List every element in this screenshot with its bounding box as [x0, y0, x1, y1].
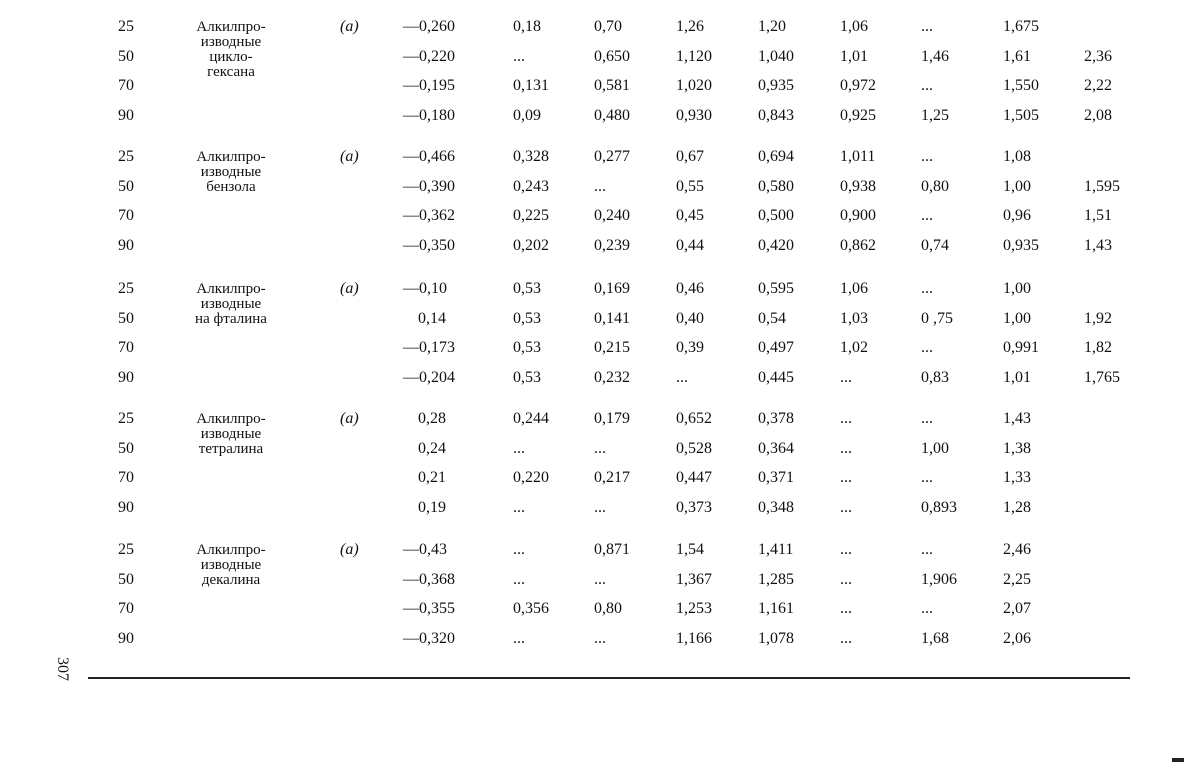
value-cell: —0,173: [403, 339, 455, 357]
value-cell: 0,650: [594, 47, 630, 65]
value-cell: 1,38: [1003, 439, 1031, 457]
value-cell: 0,862: [840, 236, 876, 254]
value-cell: 1,906: [921, 570, 957, 588]
concentration-cell: 25: [118, 280, 134, 297]
value-cell: 0,480: [594, 106, 630, 124]
value-cell: ...: [676, 368, 688, 386]
label-line: Алкилпро-: [196, 281, 266, 297]
value-cell: 1,550: [1003, 77, 1039, 95]
value-cell: 0,500: [758, 207, 794, 225]
value-cell: ...: [840, 410, 852, 427]
value-cell: —0,220: [403, 47, 455, 65]
concentration-cell: 70: [118, 207, 134, 225]
value-cell: 0,83: [921, 368, 949, 386]
value-cell: ...: [594, 439, 606, 457]
value-cell: ...: [921, 207, 933, 225]
table-row: [0, 77, 1186, 107]
value-cell: 0,935: [1003, 236, 1039, 254]
value-cell: 0,169: [594, 280, 630, 297]
value-cell: ...: [840, 439, 852, 457]
value-cell: ...: [513, 439, 525, 457]
concentration-cell: 50: [118, 570, 134, 588]
value-cell: 0,348: [758, 498, 794, 516]
value-cell: 1,253: [676, 600, 712, 618]
concentration-cell: 50: [118, 439, 134, 457]
value-cell: 1,166: [676, 629, 712, 647]
value-cell: 1,00: [1003, 309, 1031, 327]
value-cell: 0,277: [594, 148, 630, 165]
footnote-mark: (а): [340, 541, 359, 558]
value-cell: 0,356: [513, 600, 549, 618]
label-line: гексана: [207, 64, 255, 80]
value-cell: 0,179: [594, 410, 630, 427]
value-cell: ...: [840, 541, 852, 558]
value-cell: 0,215: [594, 339, 630, 357]
value-cell: 0,53: [513, 368, 541, 386]
table-row: [0, 541, 1186, 571]
value-cell: 0,80: [594, 600, 622, 618]
value-cell: 0,45: [676, 207, 704, 225]
value-cell: 0,131: [513, 77, 549, 95]
table-row: [0, 571, 1186, 601]
value-cell: 2,46: [1003, 541, 1031, 558]
value-cell: 0,580: [758, 177, 794, 195]
value-cell: 0,239: [594, 236, 630, 254]
value-cell: 0,220: [513, 469, 549, 487]
value-cell: 2,22: [1084, 77, 1112, 95]
value-cell: ...: [840, 498, 852, 516]
scan-edge-mark: [1172, 758, 1184, 762]
table-row: [0, 600, 1186, 630]
label-line: декалина: [201, 572, 261, 588]
value-cell: 1,51: [1084, 207, 1112, 225]
value-cell: 0,09: [513, 106, 541, 124]
table-row: [0, 178, 1186, 208]
value-cell: 0,445: [758, 368, 794, 386]
value-cell: 0,14: [418, 309, 446, 327]
label-line: бензола: [206, 179, 256, 195]
value-cell: ...: [921, 18, 933, 35]
table-row: [0, 499, 1186, 529]
value-cell: 1,367: [676, 570, 712, 588]
value-cell: 0,843: [758, 106, 794, 124]
concentration-cell: 90: [118, 629, 134, 647]
value-cell: 2,25: [1003, 570, 1031, 588]
value-cell: —0,466: [403, 148, 455, 165]
value-cell: —0,180: [403, 106, 455, 124]
table-row: [0, 48, 1186, 78]
concentration-cell: 50: [118, 47, 134, 65]
value-cell: 0,53: [513, 280, 541, 297]
label-line: цикло-: [209, 49, 253, 65]
footnote-mark: (а): [340, 18, 359, 35]
value-cell: 0,18: [513, 18, 541, 35]
concentration-cell: 50: [118, 309, 134, 327]
concentration-cell: 70: [118, 469, 134, 487]
value-cell: 0,497: [758, 339, 794, 357]
value-cell: 1,411: [758, 541, 794, 558]
value-cell: ...: [840, 600, 852, 618]
value-cell: 0 ,75: [921, 309, 953, 327]
value-cell: 1,06: [840, 280, 868, 297]
value-cell: 1,00: [1003, 177, 1031, 195]
value-cell: ...: [921, 339, 933, 357]
value-cell: 0,67: [676, 148, 704, 165]
label-line: Алкилпро-: [196, 19, 266, 35]
value-cell: —0,43: [403, 541, 447, 558]
value-cell: 0,900: [840, 207, 876, 225]
value-cell: ...: [513, 47, 525, 65]
concentration-cell: 90: [118, 106, 134, 124]
label-line: изводные: [200, 34, 262, 50]
footnote-mark: (а): [340, 280, 359, 297]
value-cell: 1,120: [676, 47, 712, 65]
value-cell: 0,930: [676, 106, 712, 124]
table-row: [0, 107, 1186, 137]
value-cell: 1,00: [1003, 280, 1031, 297]
concentration-cell: 25: [118, 148, 134, 165]
value-cell: 0,938: [840, 177, 876, 195]
value-cell: —0,10: [403, 280, 447, 297]
value-cell: 0,19: [418, 498, 446, 516]
table-row: [0, 339, 1186, 369]
value-cell: ...: [513, 541, 525, 558]
value-cell: ...: [840, 570, 852, 588]
concentration-cell: 25: [118, 18, 134, 35]
value-cell: 0,935: [758, 77, 794, 95]
value-cell: 0,652: [676, 410, 712, 427]
value-cell: ...: [513, 498, 525, 516]
value-cell: 0,371: [758, 469, 794, 487]
value-cell: 1,92: [1084, 309, 1112, 327]
value-cell: 0,80: [921, 177, 949, 195]
concentration-cell: 90: [118, 368, 134, 386]
value-cell: 1,82: [1084, 339, 1112, 357]
value-cell: 0,54: [758, 309, 786, 327]
value-cell: 1,020: [676, 77, 712, 95]
concentration-cell: 70: [118, 600, 134, 618]
table-row: [0, 469, 1186, 499]
value-cell: 0,528: [676, 439, 712, 457]
value-cell: 1,675: [1003, 18, 1039, 35]
footnote-mark: (а): [340, 148, 359, 165]
value-cell: ...: [921, 280, 933, 297]
value-cell: —0,260: [403, 18, 455, 35]
label-line: Алкилпро-: [196, 411, 266, 427]
value-cell: 1,505: [1003, 106, 1039, 124]
value-cell: 1,20: [758, 18, 786, 35]
label-line: изводные: [200, 296, 262, 312]
value-cell: 1,28: [1003, 498, 1031, 516]
value-cell: 0,694: [758, 148, 794, 165]
value-cell: —0,195: [403, 77, 455, 95]
label-line: изводные: [200, 426, 262, 442]
table-row: [0, 148, 1186, 178]
value-cell: ...: [840, 368, 852, 386]
value-cell: 0,44: [676, 236, 704, 254]
value-cell: 0,28: [418, 410, 446, 427]
value-cell: 0,991: [1003, 339, 1039, 357]
value-cell: 0,378: [758, 410, 794, 427]
value-cell: 0,871: [594, 541, 630, 558]
value-cell: ...: [921, 410, 933, 427]
value-cell: —0,350: [403, 236, 455, 254]
footnote-mark: (а): [340, 410, 359, 427]
value-cell: 2,06: [1003, 629, 1031, 647]
value-cell: 0,972: [840, 77, 876, 95]
value-cell: ...: [594, 629, 606, 647]
value-cell: 1,011: [840, 148, 876, 165]
value-cell: 0,373: [676, 498, 712, 516]
value-cell: 0,46: [676, 280, 704, 297]
value-cell: 1,285: [758, 570, 794, 588]
label-line: Алкилпро-: [196, 149, 266, 165]
concentration-cell: 90: [118, 236, 134, 254]
concentration-cell: 50: [118, 177, 134, 195]
value-cell: 0,420: [758, 236, 794, 254]
value-cell: —0,390: [403, 177, 455, 195]
value-cell: 1,02: [840, 339, 868, 357]
table-row: [0, 237, 1186, 267]
table-row: [0, 310, 1186, 340]
label-line: Алкилпро-: [196, 542, 266, 558]
value-cell: 1,06: [840, 18, 868, 35]
table-row: [0, 207, 1186, 237]
concentration-cell: 70: [118, 77, 134, 95]
value-cell: ...: [921, 148, 933, 165]
value-cell: 1,078: [758, 629, 794, 647]
value-cell: 0,53: [513, 339, 541, 357]
concentration-cell: 90: [118, 498, 134, 516]
value-cell: 0,21: [418, 469, 446, 487]
label-line: на фталина: [195, 311, 267, 327]
value-cell: 1,161: [758, 600, 794, 618]
value-cell: 1,43: [1003, 410, 1031, 427]
value-cell: —0,355: [403, 600, 455, 618]
table-row: [0, 369, 1186, 399]
value-cell: ...: [921, 541, 933, 558]
value-cell: 2,36: [1084, 47, 1112, 65]
value-cell: ...: [840, 629, 852, 647]
value-cell: ...: [921, 469, 933, 487]
value-cell: ...: [513, 629, 525, 647]
page-number: 307: [54, 657, 71, 681]
value-cell: 0,74: [921, 236, 949, 254]
value-cell: —0,204: [403, 368, 455, 386]
value-cell: 1,01: [1003, 368, 1031, 386]
value-cell: 1,46: [921, 47, 949, 65]
value-cell: 0,240: [594, 207, 630, 225]
table-row: [0, 630, 1186, 660]
table-row: [0, 18, 1186, 48]
value-cell: 0,364: [758, 439, 794, 457]
table-row: [0, 440, 1186, 470]
value-cell: 0,141: [594, 309, 630, 327]
value-cell: ...: [513, 570, 525, 588]
value-cell: —0,320: [403, 629, 455, 647]
value-cell: 1,33: [1003, 469, 1031, 487]
concentration-cell: 25: [118, 410, 134, 427]
value-cell: 1,040: [758, 47, 794, 65]
value-cell: 1,01: [840, 47, 868, 65]
value-cell: 0,55: [676, 177, 704, 195]
value-cell: ...: [921, 77, 933, 95]
value-cell: ...: [594, 498, 606, 516]
value-cell: ...: [840, 469, 852, 487]
label-line: тетралина: [198, 441, 264, 457]
table-row: [0, 410, 1186, 440]
value-cell: 0,328: [513, 148, 549, 165]
value-cell: ...: [594, 570, 606, 588]
bottom-rule: [88, 677, 1130, 679]
value-cell: 0,225: [513, 207, 549, 225]
label-line: изводные: [200, 164, 262, 180]
value-cell: 1,68: [921, 629, 949, 647]
value-cell: 1,595: [1084, 177, 1120, 195]
label-line: изводные: [200, 557, 262, 573]
value-cell: 0,893: [921, 498, 957, 516]
value-cell: 0,53: [513, 309, 541, 327]
value-cell: 0,595: [758, 280, 794, 297]
value-cell: 0,925: [840, 106, 876, 124]
value-cell: 1,25: [921, 106, 949, 124]
value-cell: 1,03: [840, 309, 868, 327]
value-cell: 1,26: [676, 18, 704, 35]
concentration-cell: 25: [118, 541, 134, 558]
value-cell: 0,39: [676, 339, 704, 357]
value-cell: 0,202: [513, 236, 549, 254]
value-cell: 0,244: [513, 410, 549, 427]
value-cell: 0,232: [594, 368, 630, 386]
value-cell: ...: [921, 600, 933, 618]
value-cell: 1,61: [1003, 47, 1031, 65]
value-cell: 1,00: [921, 439, 949, 457]
value-cell: ...: [594, 177, 606, 195]
value-cell: —0,362: [403, 207, 455, 225]
concentration-cell: 70: [118, 339, 134, 357]
value-cell: 0,581: [594, 77, 630, 95]
value-cell: 1,54: [676, 541, 704, 558]
value-cell: 1,765: [1084, 368, 1120, 386]
value-cell: 1,08: [1003, 148, 1031, 165]
value-cell: 0,24: [418, 439, 446, 457]
table-row: [0, 280, 1186, 310]
value-cell: 0,447: [676, 469, 712, 487]
value-cell: 0,96: [1003, 207, 1031, 225]
value-cell: —0,368: [403, 570, 455, 588]
value-cell: 1,43: [1084, 236, 1112, 254]
value-cell: 2,08: [1084, 106, 1112, 124]
value-cell: 0,217: [594, 469, 630, 487]
value-cell: 2,07: [1003, 600, 1031, 618]
value-cell: 0,40: [676, 309, 704, 327]
value-cell: 0,243: [513, 177, 549, 195]
value-cell: 0,70: [594, 18, 622, 35]
